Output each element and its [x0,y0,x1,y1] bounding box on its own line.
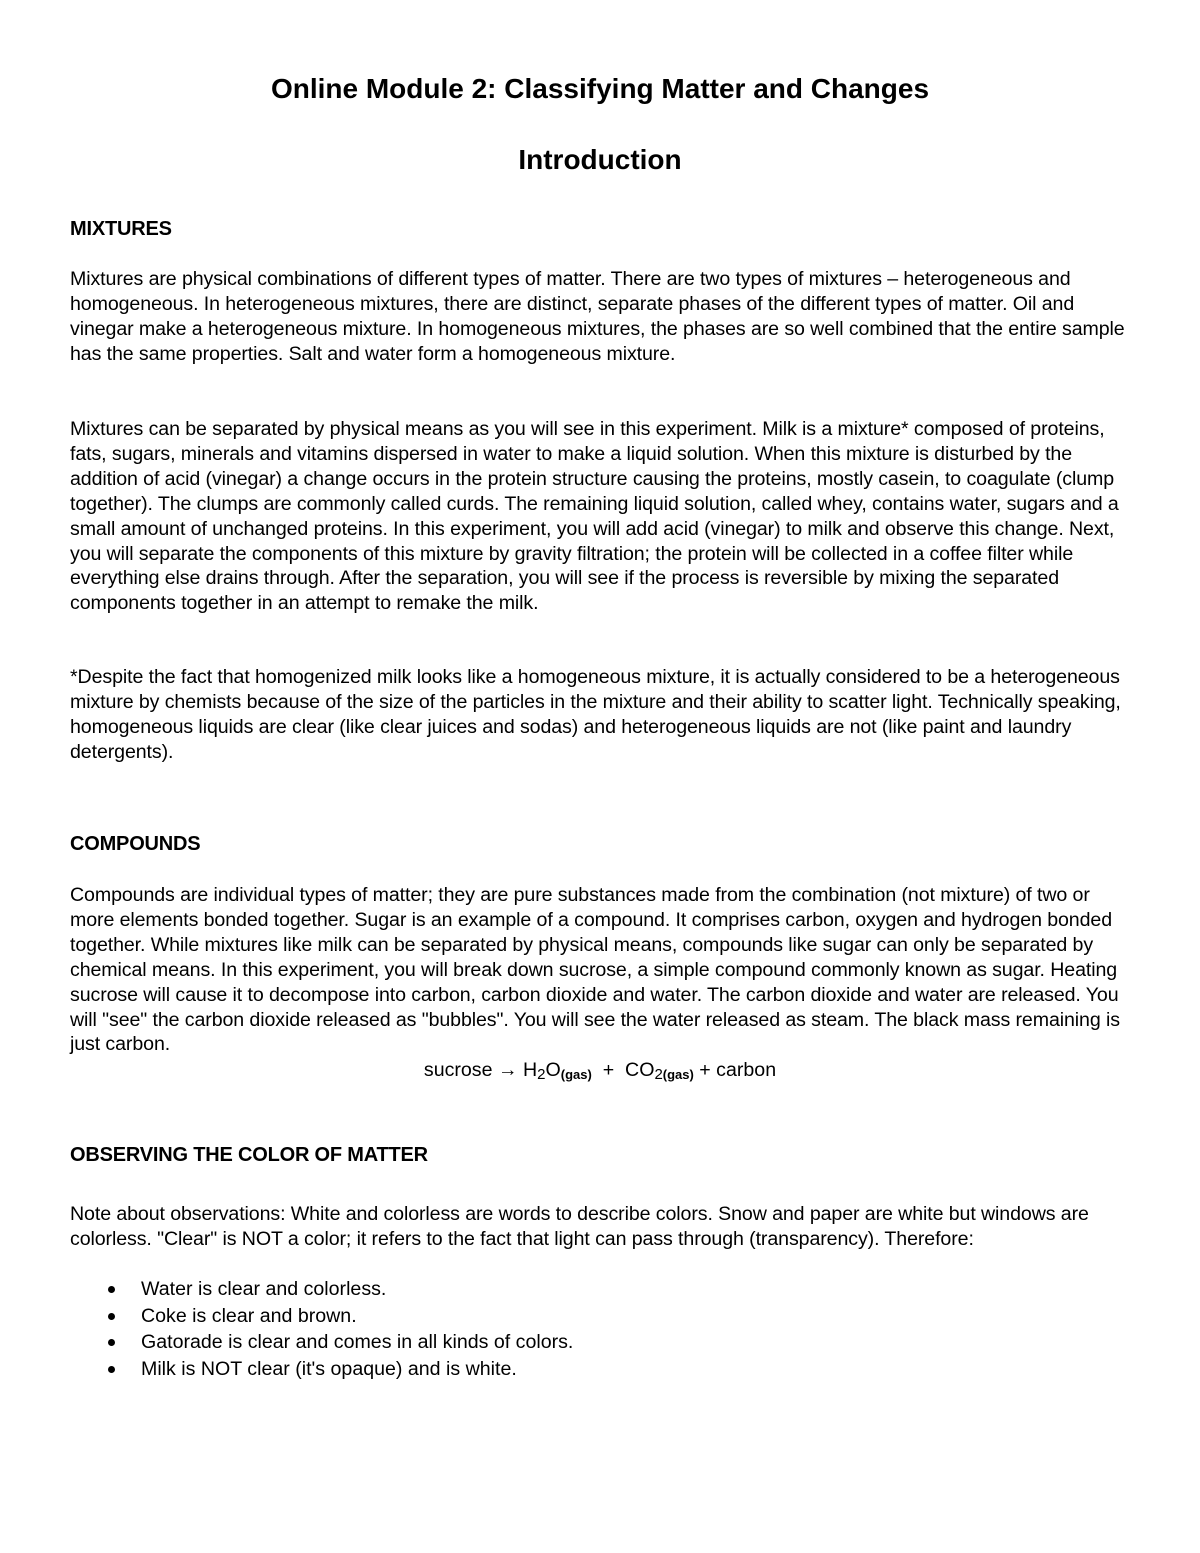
section-heading-compounds: COMPOUNDS [70,833,201,855]
compounds-paragraph: Compounds are individual types of matter; they are pure substances made from the combination (not mixture) of two or more elements bonded together. Sugar is an example of a compound. It comprises carbon, oxygen and hydrogen bonded together. While mixtures like milk can be separated by physical means, compounds like sugar can only be separated by chemical means. In this experiment, you will break down sucrose, a simple compound commonly known as sugar. Heating sucrose will cause it to decompose into carbon, carbon dioxide and water. The carbon dioxide and water are released. You will "see" the carbon dioxide released as "bubbles". You will see the water released as steam. The black mass remaining is just carbon. [70,884,1120,1056]
list-item: Milk is NOT clear (it's opaque) and is white. [70,1356,573,1383]
bullet-icon [108,1339,115,1346]
bullet-icon [108,1286,115,1293]
list-item: Water is clear and colorless. [70,1276,573,1303]
mixtures-paragraph-1: Mixtures are physical combinations of different types of matter. There are two types of mixtures – heterogeneous and homogeneous. In heterogeneous mixtures, there are distinct, separate phases of the different types of matter. Oil and vinegar make a heterogeneous mixture. In homogeneous mixtures, the phases are so well combined that the entire sample has the same properties. Salt and water form a homogeneous mixture. [70,268,1125,365]
section-heading-color: OBSERVING THE COLOR OF MATTER [70,1144,428,1166]
section-heading-mixtures: MIXTURES [70,218,172,240]
color-paragraph: Note about observations: White and colorless are words to describe colors. Snow and paper are white but windows are colorless. "Clear" is NOT a color; it refers to the fact that light can pass through (transparency). Therefore: [70,1203,1089,1250]
bullet-icon [108,1313,115,1320]
bullet-icon [108,1366,115,1373]
page-title: Online Module 2: Classifying Matter and Changes [270,73,930,104]
color-examples-list [70,1276,573,1382]
list-item: Coke is clear and brown. [70,1303,573,1330]
decomposition-equation: sucrose → $H_2O_{(gas)} + CO_{2(gas)}$ + carbon [423,1059,777,1083]
mixtures-footnote: *Despite the fact that homogenized milk looks like a homogeneous mixture, it is actually considered to be a heterogeneous mixture by chemists because of the size of the particles in the mixture and their ability to scatter light. Technically speaking, homogeneous liquids are clear (like clear juices and sodas) and heterogeneous liquids are not (like paint and laundry detergents). [70,666,1121,763]
mixtures-paragraph-2: Mixtures can be separated by physical means as you will see in this experiment. Milk is a mixture* composed of proteins, fats, sugars, minerals and vitamins dispersed in water to make a liquid solution. When this mixture is disturbed by the addition of acid (vinegar) a change occurs in the protein structure causing the proteins, mostly casein, to coagulate (clump together). The clumps are commonly called curds. The remaining liquid solution, called whey, contains water, sugars and a small amount of unchanged proteins. In this experiment, you will add acid (vinegar) to milk and observe this change. Next, you will separate the components of this mixture by gravity filtration; the protein will be collected in a coffee filter while everything else drains through. After the separation, you will see if the process is reversible by mixing the separated components together in an attempt to remake the milk. [70,418,1119,615]
page-subtitle: Introduction [518,144,682,175]
list-item: Gatorade is clear and comes in all kinds of colors. [70,1329,573,1356]
